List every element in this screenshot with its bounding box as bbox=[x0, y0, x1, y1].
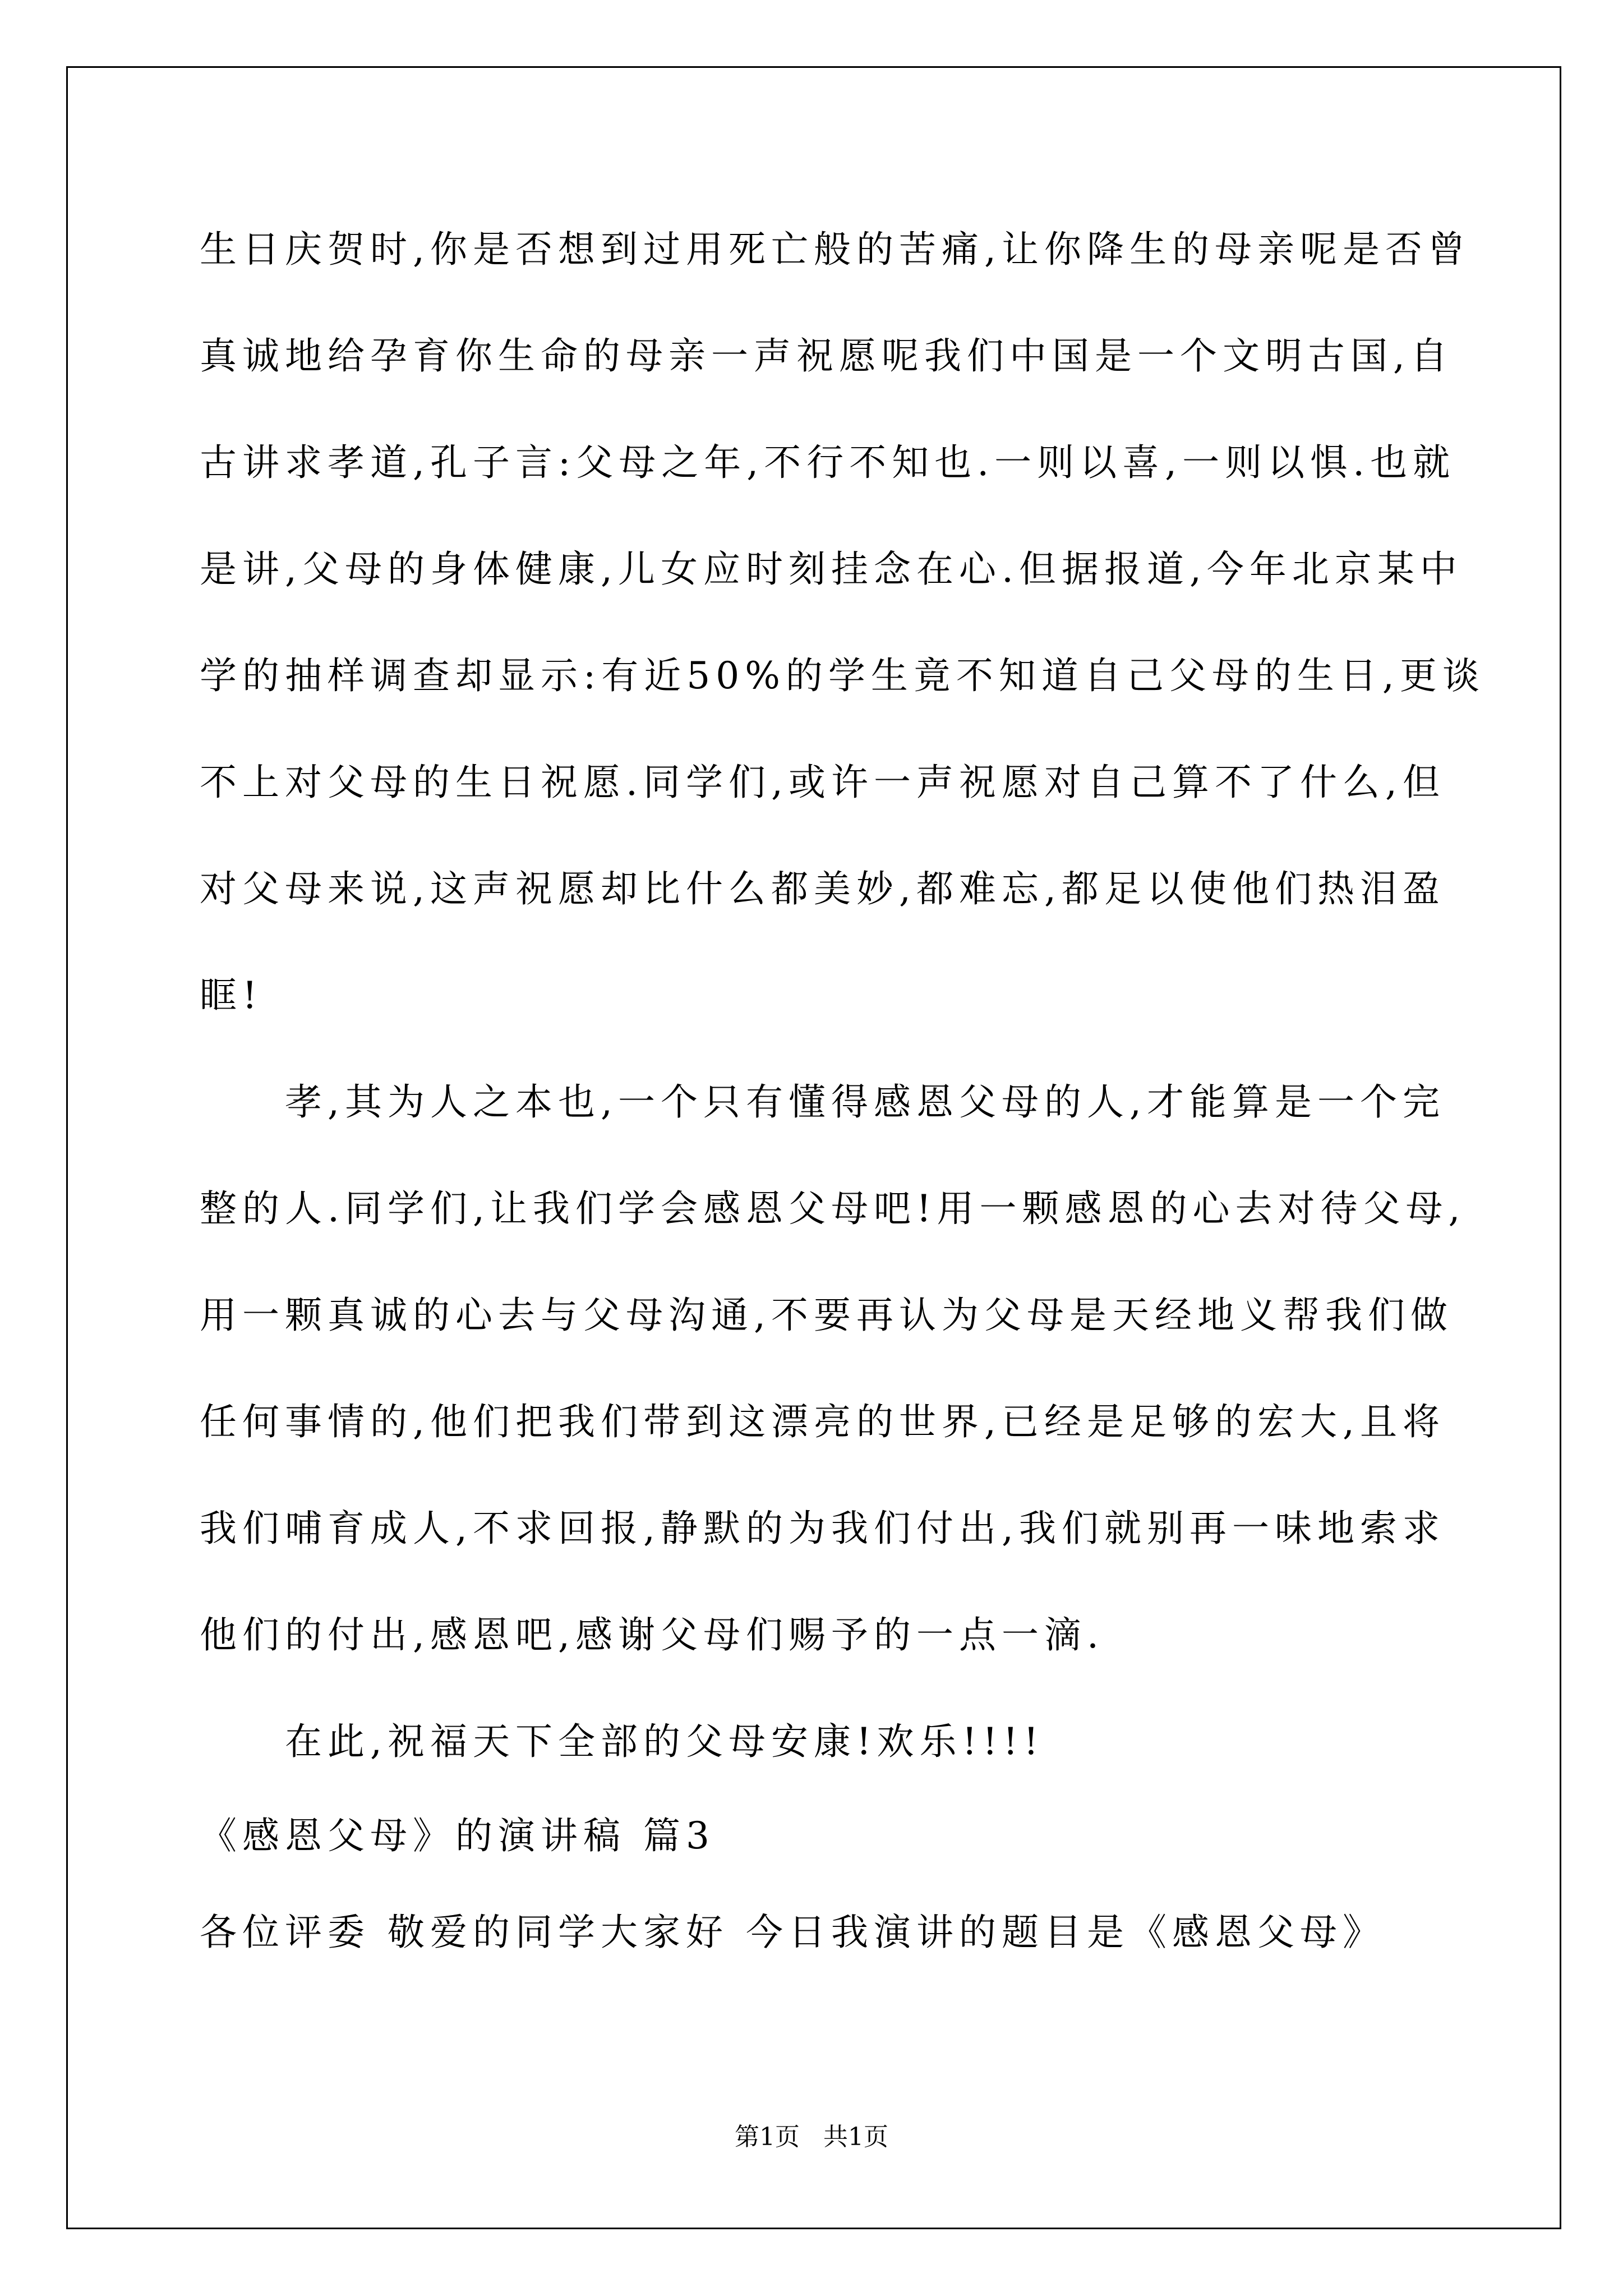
page-border bbox=[66, 66, 1561, 2229]
text-line: 孝,其为人之本也,一个只有懂得感恩父母的人,才能算是一个完 bbox=[200, 1080, 1445, 1124]
text-line: 眶! bbox=[200, 974, 263, 1017]
text-line: 整的人.同学们,让我们学会感恩父母吧!用一颗感恩的心去对待父母, bbox=[200, 1187, 1466, 1230]
text-line: 生日庆贺时,你是否想到过用死亡般的苦痛,让你降生的母亲呢是否曾 bbox=[200, 228, 1470, 271]
text-line: 他们的付出,感恩吧,感谢父母们赐予的一点一滴. bbox=[200, 1613, 1104, 1657]
text-line: 用一颗真诚的心去与父母沟通,不要再认为父母是天经地义帮我们做 bbox=[200, 1294, 1453, 1337]
text-line: 真诚地给孕育你生命的母亲一声祝愿呢我们中国是一个文明古国,自 bbox=[200, 334, 1453, 378]
text-line: 任何事情的,他们把我们带到这漂亮的世界,已经是足够的宏大,且将 bbox=[200, 1400, 1445, 1443]
text-line: 学的抽样调查却显示:有近50%的学生竟不知道自己父母的生日,更谈 bbox=[200, 654, 1485, 697]
text-line: 不上对父母的生日祝愿.同学们,或许一声祝愿对自己算不了什么,但 bbox=[200, 761, 1445, 804]
page-footer bbox=[0, 2120, 1623, 2154]
text-line: 对父母来说,这声祝愿却比什么都美妙,都难忘,都足以使他们热泪盈 bbox=[200, 867, 1445, 910]
text-line: 是讲,父母的身体健康,儿女应时刻挂念在心.但据报道,今年北京某中 bbox=[200, 547, 1463, 591]
section-title: 《感恩父母》的演讲稿 篇3 bbox=[200, 1814, 715, 1857]
text-line: 古讲求孝道,孔子言:父母之年,不行不知也.一则以喜,一则以惧.也就 bbox=[200, 441, 1456, 484]
page-total: 共1页 bbox=[823, 2123, 888, 2151]
text-line: 我们哺育成人,不求回报,静默的为我们付出,我们就别再一味地索求 bbox=[200, 1507, 1445, 1550]
greeting-line: 各位评委 敬爱的同学大家好 今日我演讲的题目是《感恩父母》 bbox=[200, 1911, 1385, 1954]
page-number: 第1页 bbox=[735, 2123, 800, 2151]
text-line: 在此,祝福天下全部的父母安康!欢乐!!!! bbox=[200, 1720, 1044, 1763]
